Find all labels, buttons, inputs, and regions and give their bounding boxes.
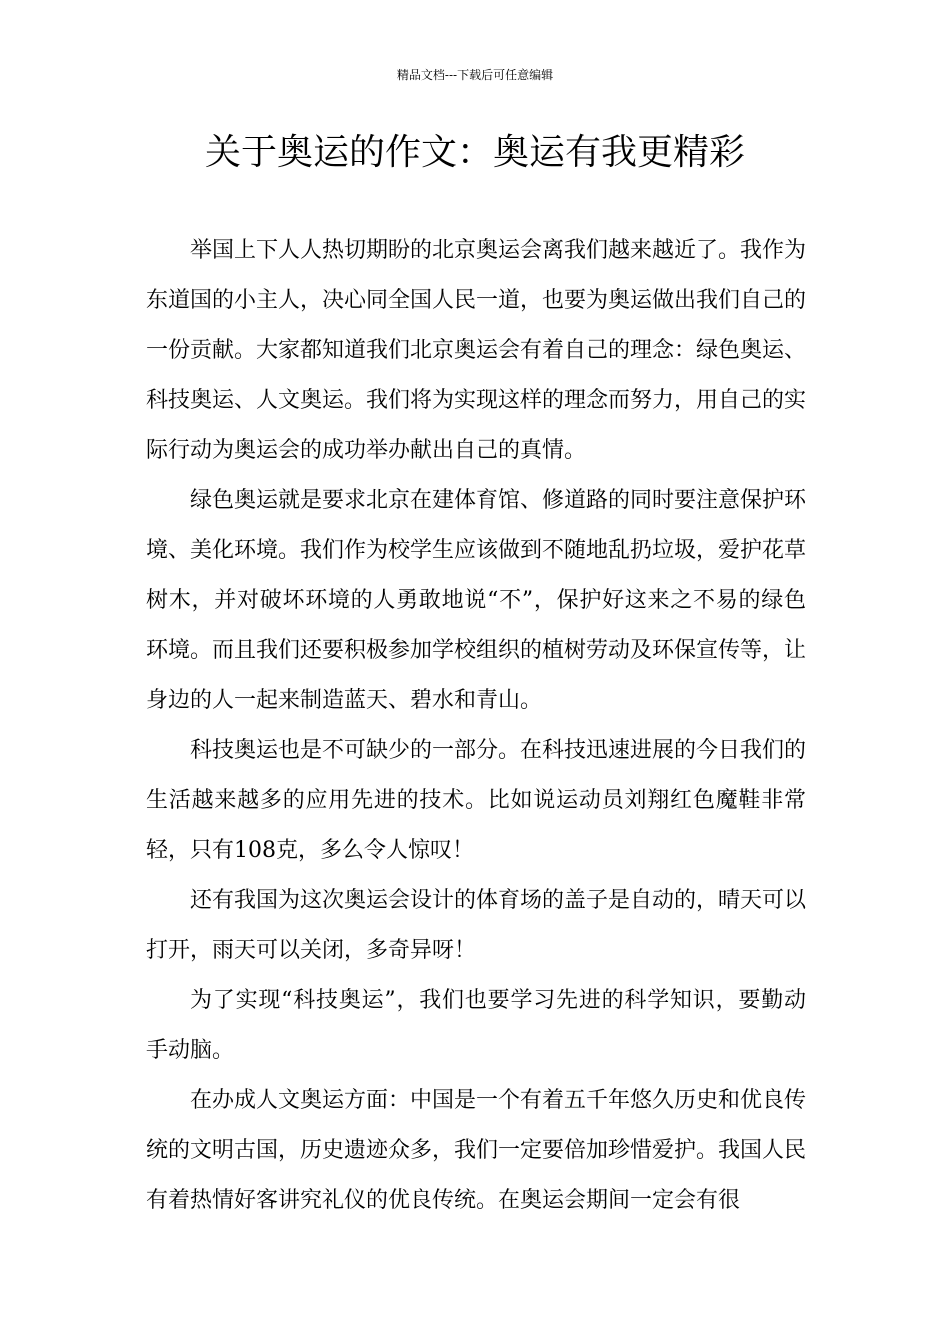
paragraph-1: 举国上下人人热切期盼的北京奥运会离我们越来越近了。我作为东道国的小主人，决心同全国人民一道，也要为奥运做出我们自己的一份贡献。大家都知道我们北京奥运会有着自己的理念：绿色奥运、科技奥运、人文奥运。我们将为实现这样的理念而努力，用自己的实际行动为奥运会的成功举办献出自己的真情。 xyxy=(146,238,807,463)
paragraph-6: 在办成人文奥运方面：中国是一个有着五千年悠久历史和优良传统的文明古国，历史遗迹众多，我们一定要倍加珍惜爱护。我国人民有着热情好客讲究礼仪的优良传统。在奥运会期间一定会有很 xyxy=(146,1088,807,1213)
document-body xyxy=(146,226,806,1226)
paragraph-5: 为了实现“科技奥运”，我们也要学习先进的科学知识，要勤动手动脑。 xyxy=(146,988,806,1063)
paragraph-4: 还有我国为这次奥运会设计的体育场的盖子是自动的，晴天可以打开，雨天可以关闭，多奇异呀！ xyxy=(146,888,807,963)
paragraph-3: 科技奥运也是不可缺少的一部分。在科技迅速进展的今日我们的生活越来越多的应用先进的技术。比如说运动员刘翔红色魔鞋非常轻，只有108克，多么令人惊叹！ xyxy=(146,738,807,863)
paragraph-2: 绿色奥运就是要求北京在建体育馆、修道路的同时要注意保护环境、美化环境。我们作为校学生应该做到不随地乱扔垃圾，爱护花草树木，并对破坏环境的人勇敢地说“不”，保护好这来之不易的绿色环境。而且我们还要积极参加学校组织的植树劳动及环保宣传等，让身边的人一起来制造蓝天、碧水和青山。 xyxy=(146,488,807,713)
document-title: 关于奥运的作文：奥运有我更精彩 xyxy=(204,132,745,173)
page-header: 精品文档---下载后可任意编辑 xyxy=(396,68,554,82)
